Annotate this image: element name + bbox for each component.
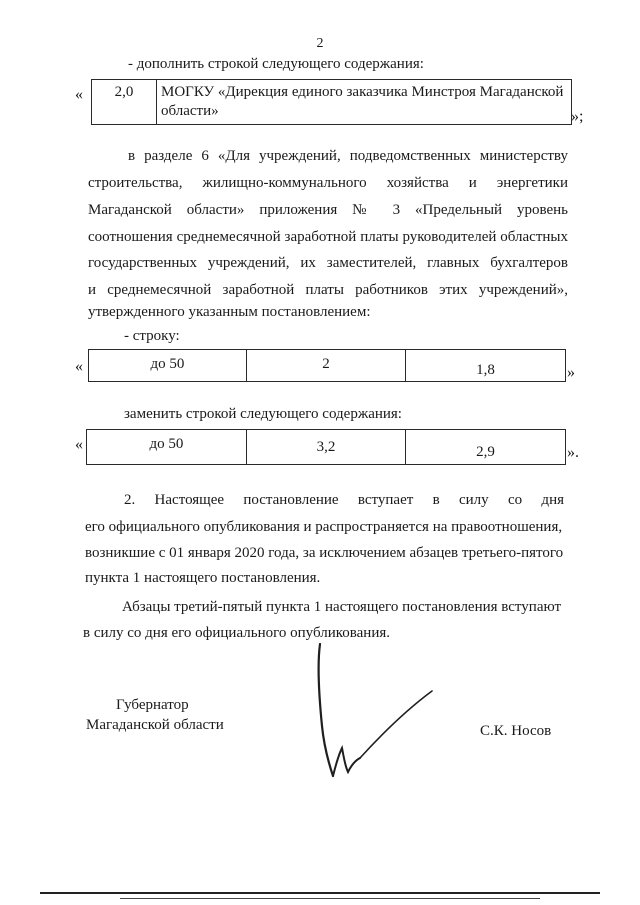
para2-line-1: 2. Настоящее постановление вступает в силу со дня — [124, 492, 564, 508]
replace-line: заменить строкой следующего содержания: — [124, 406, 402, 422]
table2-open-quote: « — [75, 358, 83, 375]
row-label: - строку: — [124, 328, 180, 344]
page-number: 2 — [316, 36, 324, 51]
table3-cell-1 — [87, 430, 247, 465]
signature-position-line1: Губернатор — [116, 697, 189, 713]
para3-line-1: Абзацы третий-пятый пункта 1 настоящего постановления вступают — [122, 599, 562, 615]
signature-position-line2: Магаданской области — [86, 717, 224, 733]
para1-line-4: соотношения среднемесячной заработной платы руководителей областных — [88, 229, 568, 245]
table2-cell-1 — [89, 350, 247, 382]
bottom-rule — [40, 892, 600, 894]
para1-line-1: в разделе 6 «Для учреждений, подведомственных министерству — [128, 148, 568, 164]
table1-close-quote: »; — [571, 108, 584, 125]
table3-cell-2 — [247, 430, 406, 465]
table2-close-quote: » — [567, 364, 575, 381]
para1-line-5: государственных учреждений, их заместителей, главных бухгалтеров — [88, 255, 568, 271]
table2-c1: до 50 — [150, 356, 185, 372]
table2-c3: 1,8 — [476, 362, 495, 378]
para1-line-3: Магаданской области» приложения № 3 «Предельный уровень — [88, 202, 568, 218]
table-new-row — [86, 429, 566, 465]
table3-close-quote: ». — [567, 444, 579, 461]
table3-c2: 3,2 — [316, 439, 336, 455]
para2-line-2: его официального опубликования и распространяется на правоотношения, — [85, 519, 563, 535]
table3-c1: до 50 — [149, 436, 184, 452]
table1-open-quote: « — [75, 86, 83, 103]
table1-org-line2: области» — [161, 103, 219, 119]
para1-line-7: утвержденного указанным постановлением: — [88, 304, 371, 320]
signature-name: С.К. Носов — [480, 723, 552, 739]
para2-line-3: возникшие с 01 января 2020 года, за исключением абзацев третьего-пятого — [85, 545, 564, 561]
table3-c3: 2,9 — [476, 444, 495, 460]
table2-c2: 2 — [322, 356, 330, 372]
table1-org-cell — [157, 80, 572, 125]
bottom-rule-thin — [120, 898, 540, 899]
table2-cell-3 — [406, 350, 566, 382]
table1-value-cell — [92, 80, 157, 125]
para1-line-6: и среднемесячной заработной платы работников этих учреждений», — [88, 282, 568, 298]
table3-open-quote: « — [75, 436, 83, 453]
table1-org-line1: МОГКУ «Дирекция единого заказчика Минстроя Магаданской — [161, 84, 564, 100]
table-org-row — [91, 79, 572, 125]
para1-line-2: строительства, жилищно-коммунального хозяйства и энергетики — [88, 175, 568, 191]
table-old-row — [88, 349, 566, 382]
table3-cell-3 — [406, 430, 566, 465]
para2-line-4: пункта 1 настоящего постановления. — [85, 570, 321, 586]
handwritten-signature — [300, 636, 450, 786]
table2-cell-2 — [247, 350, 406, 382]
table1-value: 2,0 — [114, 84, 134, 100]
intro-line: - дополнить строкой следующего содержания: — [128, 56, 424, 72]
para3-line-2: в силу со дня его официального опубликования. — [83, 625, 391, 641]
